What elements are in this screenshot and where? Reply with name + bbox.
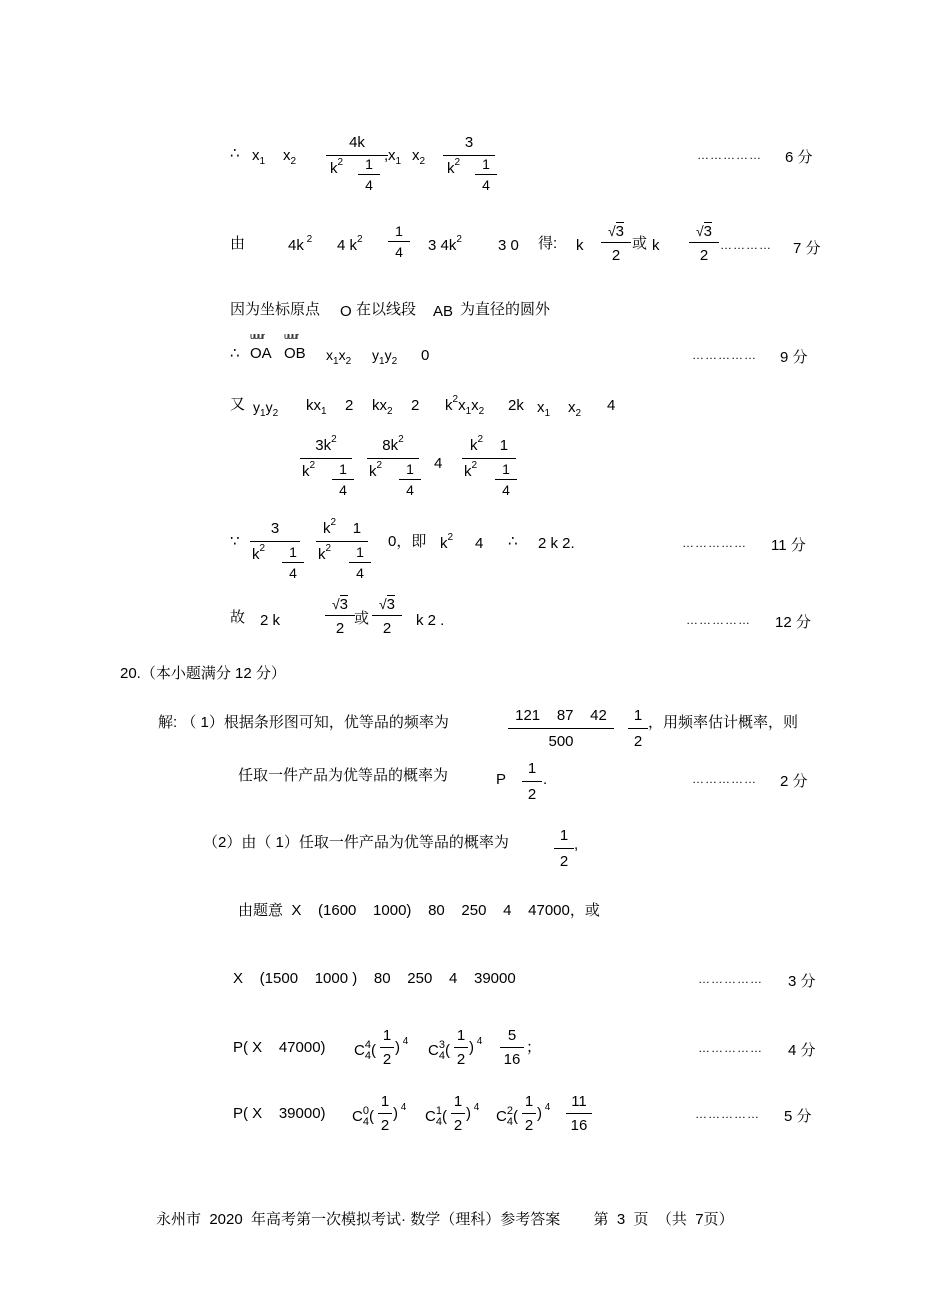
y1y2-term: $y_1y_2$ [253,399,279,419]
you-char: 由 [230,235,246,252]
denominator: 4 [395,244,403,260]
question-20-heading: 20.（本小题满分 12 分） [120,665,286,682]
numerator: √3 [331,596,349,613]
numerator-text: k [469,437,478,454]
numerator: $8k^2$ [382,434,404,454]
numerator: 1 [524,1093,534,1110]
expr-text: 3 4k [428,237,457,254]
range-right: k 2 . [416,612,445,629]
numerator: 1 [453,1093,463,1110]
period: . [543,771,548,788]
k-squared: $k^2$ [440,532,454,552]
k-var: k [369,463,377,480]
denominator: 500 [548,733,574,750]
expr-47000: 由题意 X (1600 1000) 80 250 4 47000，或 [238,902,600,919]
x1-term: $x_1$ [252,147,266,167]
prob-lead: P( X 47000) [233,1039,326,1056]
denominator: 4 [339,482,347,498]
expr-3-4k2: 3 $4k^2$ [428,234,462,254]
k-var: k [318,546,326,563]
denominator: 2 [456,1051,466,1068]
range-expr: 2 k 2. [538,535,575,552]
denominator: 4 [502,482,510,498]
numerator: $k^2$ 1 [469,434,509,454]
numerator: 1 [527,760,537,777]
denominator: $k^2$ [318,543,332,563]
page-footer: 永州市 2020 年高考第一次模拟考试· 数学（理科）参考答案 第 3 页 （共 7页） [156,1211,734,1228]
fraction-half [380,1028,394,1067]
score-label: 6 分 [785,149,813,166]
fraction-half [554,828,574,869]
score-label: 7 分 [793,240,821,257]
fraction-sqrt3-over-2 [601,224,631,263]
denominator: $k^2$ [447,157,461,177]
numerator: 121 87 42 [515,707,607,724]
fraction-quarter [282,545,304,580]
fraction-half [628,708,648,749]
x-var: x [338,347,346,363]
score-label: 5 分 [784,1108,812,1125]
C-symbol: C [354,1041,365,1059]
denominator: $k^2$ [330,157,344,177]
numerator: √3 [695,223,713,240]
x-var: x [568,399,576,416]
radicand: 3 [703,223,713,240]
k-var: k [464,463,472,480]
score-label: 4 分 [788,1042,816,1059]
numerator: 1 [633,707,643,724]
leader-dots: …………… [682,536,747,550]
numerator: 3 [464,134,474,151]
numerator: 4k [349,134,365,151]
numerator: 1 [456,1027,466,1044]
score-label: 11 分 [771,537,806,554]
numerator: 1 [289,544,297,560]
segment-AB: AB [433,303,454,320]
k-var: k [447,160,455,177]
fraction-sqrt3-over-2 [325,597,355,636]
score-label: 3 分 [788,973,816,990]
x2-term: $x_2$ [412,147,426,167]
numerator: 1 [339,461,347,477]
probability-text: 任取一件产品为优等品的概率为 [238,767,449,784]
range-left: 2 k [260,612,281,629]
two: 2 [411,397,420,414]
numerator: 1 [395,223,403,239]
k-var: k [576,237,584,254]
therefore-symbol: ∴ [230,145,240,162]
x-var: x [458,397,466,414]
denominator: 4 [482,177,490,193]
huo-char: 或 [632,235,648,252]
x-var: x [326,347,333,363]
vector-arrow-mark: uuur [284,331,299,341]
k-var: k [252,546,260,563]
fraction-quarter [475,157,497,192]
y-var: y [384,347,392,363]
solution-lead: 解: （ 1）根据条形图可知，优等品的频率为 [158,714,449,731]
denominator: 2 [382,1051,392,1068]
text-segment: 因为坐标原点 [230,301,321,318]
fraction-half [451,1094,465,1133]
one: 1 [499,437,509,454]
leader-dots: …………… [698,972,763,986]
y-var: y [265,399,273,415]
k-var: k [445,397,453,414]
C-symbol: C [496,1107,507,1125]
fraction-quarter [388,224,410,259]
numerator: √3 [378,596,396,613]
combination-C44: C 4 4 ( [354,1039,376,1062]
four: 4 [607,397,616,414]
y-var: y [253,399,260,415]
vector-OB: OB [284,345,306,362]
denominator: 4 [289,565,297,581]
denominator: 2 [559,853,569,870]
gu-char: 故 [230,609,246,626]
numerator: 11 [571,1093,587,1110]
vector-OA: OA [250,345,272,362]
four: 4 [475,535,484,552]
expr-3-0: 3 0 [498,237,519,254]
numerator-text: 8k [382,437,399,454]
point-O: O [340,303,352,320]
therefore-symbol: ∴ [508,533,518,550]
fraction-quarter [399,462,421,497]
fraction-frequency [508,708,614,749]
x-var: x [252,147,260,164]
fraction-quarter [332,462,354,497]
leader-dots: ………… [720,238,772,252]
leader-dots: …………… [692,348,757,362]
x-var: x [412,147,420,164]
kx-var: kx [306,397,321,414]
fraction-sqrt3-over-2 [689,224,719,263]
numerator: 5 [507,1027,517,1044]
radicand: 3 [339,596,349,613]
denominator: 2 [335,620,345,637]
power-4: ) $^4$ [466,1102,480,1122]
x1-term: $x_1$ [388,147,402,167]
comma: , [574,836,579,853]
x-var: x [388,147,396,164]
kx2-term: $kx_2$ [372,397,393,417]
power-4: ) $^4$ [469,1036,483,1056]
denominator: $k^2$ [302,460,316,480]
denominator: 4 [356,565,364,581]
fraction-quarter [349,545,371,580]
C-symbol: C [352,1107,363,1125]
you-char: 又 [230,396,246,413]
numerator-text: k [322,520,331,537]
fraction-sqrt3-over-2 [372,597,402,636]
x2-term: $x_2$ [283,147,297,167]
denominator: 2 [611,247,621,264]
denominator: 2 [453,1117,463,1134]
combination-C14: C 1 4 ( [425,1105,447,1128]
text-segment: 在以线段 [356,301,417,318]
fraction-half [522,761,542,802]
x-var: x [283,147,291,164]
score-label: 9 分 [780,349,808,366]
fraction-quarter [358,157,380,192]
k-var: k [440,535,448,552]
C-symbol: C [425,1107,436,1125]
numerator: $k^2$ 1 [322,517,362,537]
kx1-term: $kx_1$ [306,397,327,417]
fraction-11-16 [566,1094,592,1133]
denominator: 2 [382,620,392,637]
x1x2-term: $x_1x_2$ [326,347,352,367]
numerator: 1 [406,461,414,477]
power-4: ) $^4$ [537,1102,551,1122]
de-char: 得: [538,235,558,252]
fraction-quarter [495,462,517,497]
numerator: 1 [382,1027,392,1044]
numerator: 1 [380,1093,390,1110]
semicolon: ； [526,1039,542,1056]
fraction-half [378,1094,392,1133]
k-var: k [330,160,338,177]
zero-ji: 0，即 [388,533,427,550]
k-var: k [652,237,660,254]
fraction-5-16 [500,1028,524,1067]
numerator-text: 3k [315,437,332,454]
numerator: √3 [607,223,625,240]
power-4: ) $^4$ [395,1036,409,1056]
comma: , [384,147,389,164]
x1-term: $x_1$ [537,399,551,419]
x2-term: $x_2$ [568,399,582,419]
kx-var: kx [372,397,387,414]
denominator: $k^2$ [464,460,478,480]
score-label: 12 分 [775,614,811,631]
numerator: 1 [482,156,490,172]
numerator: $3k^2$ [315,434,337,454]
x-var: x [537,399,545,416]
because-symbol: ∵ [230,533,240,550]
k2x1x2-term: $k^2x_1x_2$ [445,394,485,417]
P-var: P [496,771,507,788]
score-label: 2 分 [780,773,808,790]
denominator: 16 [503,1051,521,1068]
denominator: 2 [524,1117,534,1134]
x-var: x [471,397,479,414]
leader-dots: …………… [697,148,762,162]
denominator: $k^2$ [252,543,266,563]
denominator: 2 [633,733,643,750]
denominator: 2 [699,247,709,264]
k-var: k [302,463,310,480]
leader-dots: …………… [698,1041,763,1055]
numerator: 1 [502,461,510,477]
denominator: 2 [380,1117,390,1134]
prob-lead: P( X 39000) [233,1105,326,1122]
denominator: 16 [570,1117,588,1134]
y1y2-term: $y_1y_2$ [372,347,398,367]
combination-C24: C 2 4 ( [496,1105,518,1128]
radicand: 3 [615,223,625,240]
part-2-text: （2）由（ 1）任取一件产品为优等品的概率为 [203,834,509,851]
combination-C04: C 0 4 ( [352,1105,374,1128]
denominator: 4 [365,177,373,193]
expr-39000: X (1500 1000 ) 80 250 4 39000 [233,970,516,987]
expr-text: 4 k [337,237,358,254]
fraction-half [454,1028,468,1067]
numerator: 1 [356,544,364,560]
solution-tail: ，用频率估计概率，则 [648,714,799,731]
leader-dots: …………… [695,1107,760,1121]
denominator: 2 [527,786,537,803]
two: 2 [345,397,354,414]
one: 1 [352,520,362,537]
combination-C34: C 3 4 ( [428,1039,450,1062]
vector-arrow-mark: uuur [250,331,265,341]
power-4: ) $^4$ [393,1102,407,1122]
expr-text: 4k [288,237,304,254]
radicand: 3 [386,596,396,613]
two-k: 2k [508,397,524,414]
huo-char: 或 [354,610,370,627]
denominator: $k^2$ [369,460,383,480]
therefore-symbol: ∴ [230,345,240,362]
leader-dots: …………… [686,613,751,627]
denominator: 4 [406,482,414,498]
zero: 0 [421,347,430,364]
expr-4k: 4 $k^2$ [337,234,363,254]
y-var: y [372,347,379,363]
fraction-half [522,1094,536,1133]
numerator: 1 [365,156,373,172]
numerator: 3 [270,520,280,537]
leader-dots: …………… [692,772,757,786]
text-segment: 为直径的圆外 [460,301,551,318]
numerator: 1 [559,827,569,844]
expr-4k2: 4k $^2$ [288,234,313,254]
four: 4 [434,455,443,472]
C-symbol: C [428,1041,439,1059]
